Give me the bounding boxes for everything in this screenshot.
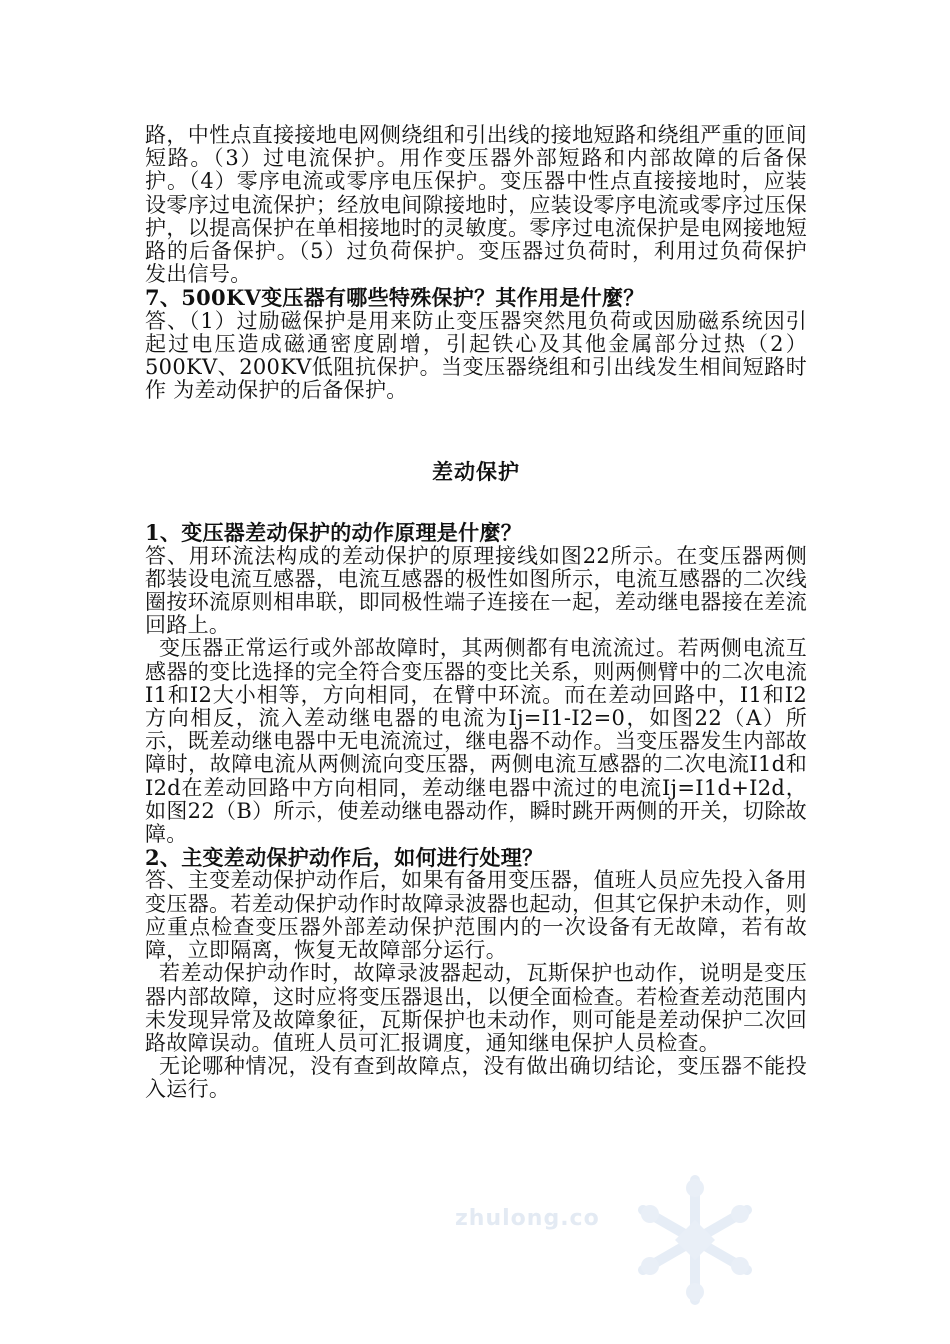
spacer <box>145 483 807 521</box>
answer-2-detail-paragraph: 若差动保护动作时，故障录波器起动，瓦斯保护也动作，说明是变压器内部故障，这时应将变压器退出，以便全面检查。若检查差动范围内未发现异常及故障象征，瓦斯保护也未动作，则可能是差动保护二次回路故障误动。值班人员可汇报调度，通知继电保护人员检查。 <box>145 961 807 1055</box>
question-7-heading: 7、500KV变压器有哪些特殊保护？其作用是什麼？ <box>145 285 645 311</box>
answer-2-paragraph: 答、主变差动保护动作后，如果有备用变压器，值班人员应先投入备用变压器。若差动保护动作时故障录波器也起动，但其它保护未动作，则应重点检查变压器外部差动保护范围内的一次设备有无故障，若有故障，立即隔离，恢复无故障部分运行。 <box>145 868 807 963</box>
spacer <box>145 402 807 460</box>
document-page <box>145 124 807 1102</box>
section-title: 差动保护 <box>432 459 520 485</box>
answer-1-paragraph: 答、用环流法构成的差动保护的原理接线如图22所示。在变压器两侧都装设电流互感器，电流互感器的极性如图所示，电流互感器的二次线圈按环流原则相串联，即同极性端子连接在一起，差动继电器接在差流回路上。 <box>145 543 807 638</box>
watermark-text: zhulong.co <box>455 1206 600 1231</box>
answer-2-conclusion-paragraph: 无论哪种情况，没有查到故障点，没有做出确切结论，变压器不能投入运行。 <box>145 1054 807 1102</box>
answer-1-detail-paragraph: 变压器正常运行或外部故障时，其两侧都有电流流过。若两侧电流互感器的变比选择的完全符合变压器的变比关系，则两侧臂中的二次电流I1和I2大小相等，方向相同，在臂中环流。而在差动回路中，I1和I2方向相反，流入差动继电器的电流为Ij=I1-I2=0，如图22（A）所示，既差动继电器中无电流流过，继电器不动作。当变压器发生内部故障时，故障电流从两侧流向变压器，两侧电流互感器的二次电流I1d和I2d在差动回路中方向相同，差动继电器中流过的电流Ij=I1d+I2d，如图22（B）所示，使差动继电器动作，瞬时跳开两侧的开关，切除故障。 <box>145 636 807 847</box>
watermark <box>455 1200 785 1344</box>
answer-7-paragraph: 答、（1）过励磁保护是用来防止变压器突然甩负荷或因励磁系统因引起过电压造成磁通密度剧增，引起铁心及其他金属部分过热（2）500KV、200KV低阻抗保护。当变压器绕组和引出线发生相间短路时作 为差动保护的后备保护。 <box>145 308 807 403</box>
question-1-heading: 1、变压器差动保护的动作原理是什麼？ <box>145 520 523 546</box>
question-2-heading: 2、主变差动保护动作后，如何进行处理？ <box>145 845 544 871</box>
paragraph-protection-list: 路，中性点直接接地电网侧绕组和引出线的接地短路和绕组严重的匝间短路。（3）过电流保护。用作变压器外部短路和内部故障的后备保护。（4）零序电流或零序电压保护。变压器中性点直接接地时，应装设零序过电流保护；经放电间隙接地时，应装设零序电流或零序过压保护，以提高保护在单相接地时的灵敏度。零序过电流保护是电网接地短路的后备保护。（5）过负荷保护。变压器过负荷时，利用过负荷保护发出信号。 <box>145 123 807 287</box>
snowflake-logo-icon <box>620 1170 770 1310</box>
